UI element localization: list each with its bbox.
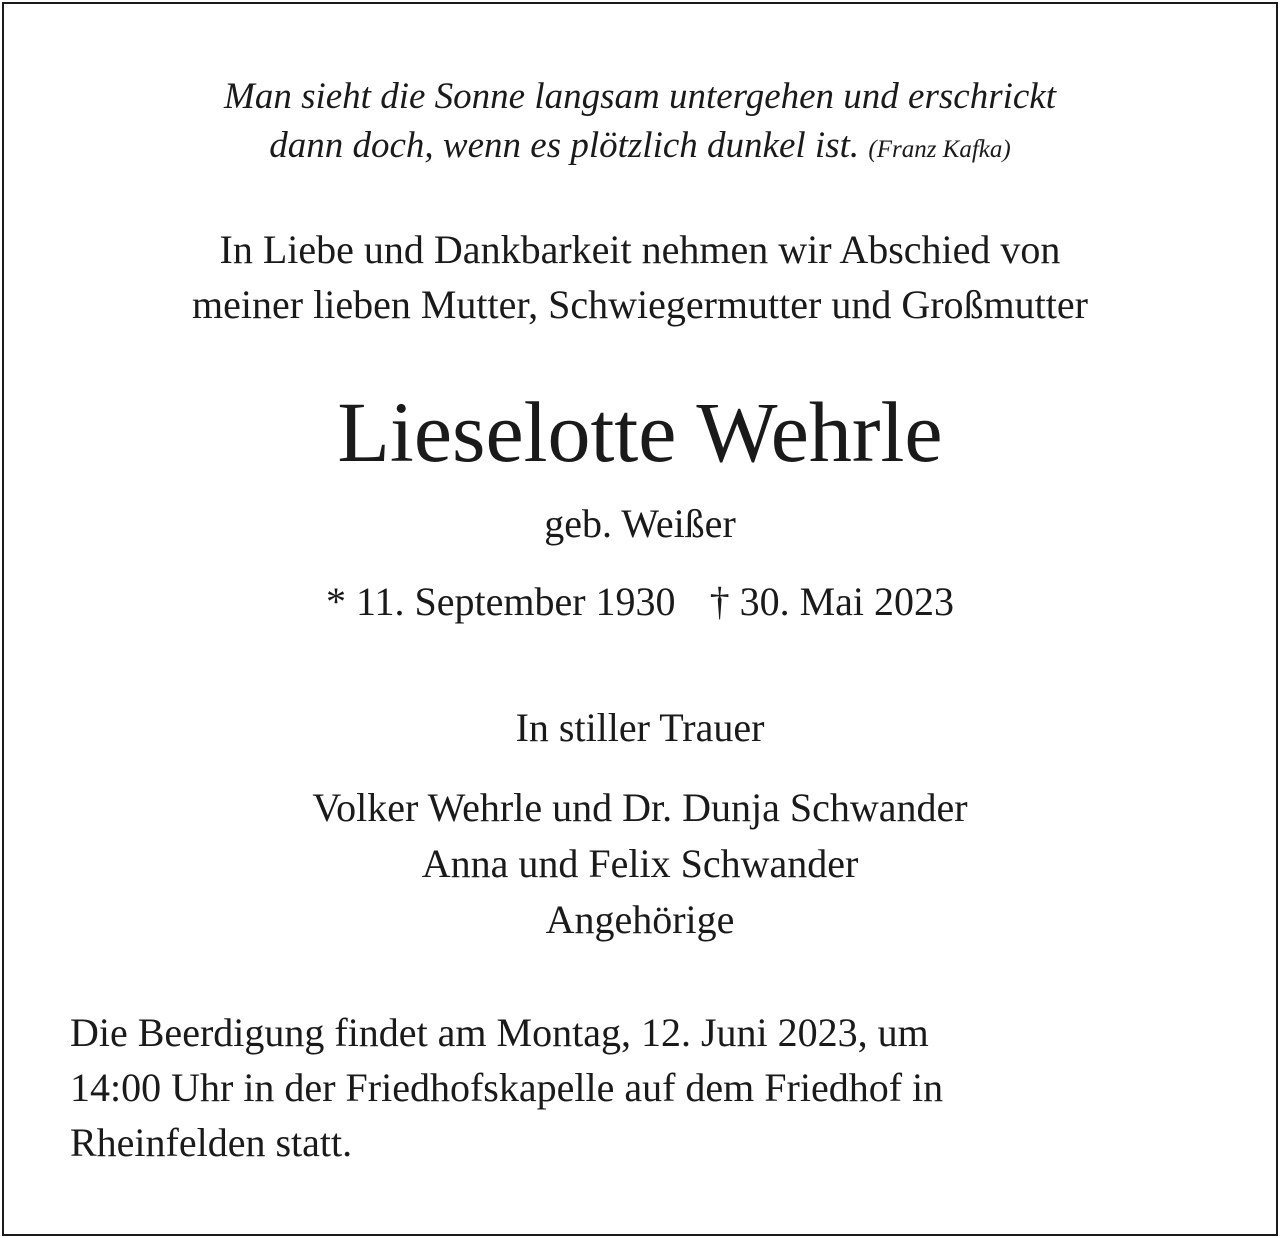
mourner-line: Angehörige bbox=[545, 897, 735, 942]
funeral-line-3: Rheinfelden statt. bbox=[70, 1120, 353, 1165]
life-dates bbox=[0, 576, 1280, 628]
quote-line-1: Man sieht die Sonne langsam untergehen und erschrickt bbox=[224, 76, 1056, 117]
quote-source: (Franz Kafka) bbox=[868, 136, 1011, 163]
mourners-list bbox=[0, 780, 1280, 948]
intro-line-2: meiner lieben Mutter, Schwiegermutter und Großmutter bbox=[192, 282, 1088, 327]
death-date: † 30. Mai 2023 bbox=[709, 579, 954, 624]
funeral-info bbox=[70, 1005, 1210, 1170]
quote bbox=[0, 72, 1280, 174]
deceased-name: Lieselotte Wehrle bbox=[337, 384, 943, 480]
birth-date: * 11. September 1930 bbox=[325, 579, 676, 624]
mourner-line: Anna und Felix Schwander bbox=[421, 841, 859, 886]
mourning-heading: In stiller Trauer bbox=[515, 705, 765, 750]
maiden-name: geb. Weißer bbox=[544, 501, 736, 546]
intro-text bbox=[0, 222, 1280, 332]
funeral-line-1: Die Beerdigung findet am Montag, 12. Juni 2023, um bbox=[70, 1010, 929, 1055]
funeral-line-2: 14:00 Uhr in der Friedhofskapelle auf dem Friedhof in bbox=[70, 1065, 944, 1110]
mourner-line: Volker Wehrle und Dr. Dunja Schwander bbox=[312, 785, 968, 830]
intro-line-1: In Liebe und Dankbarkeit nehmen wir Abschied von bbox=[219, 227, 1061, 272]
quote-line-2-text: dann doch, wenn es plötzlich dunkel ist. bbox=[269, 125, 860, 166]
quote-line-2 bbox=[0, 121, 1280, 174]
